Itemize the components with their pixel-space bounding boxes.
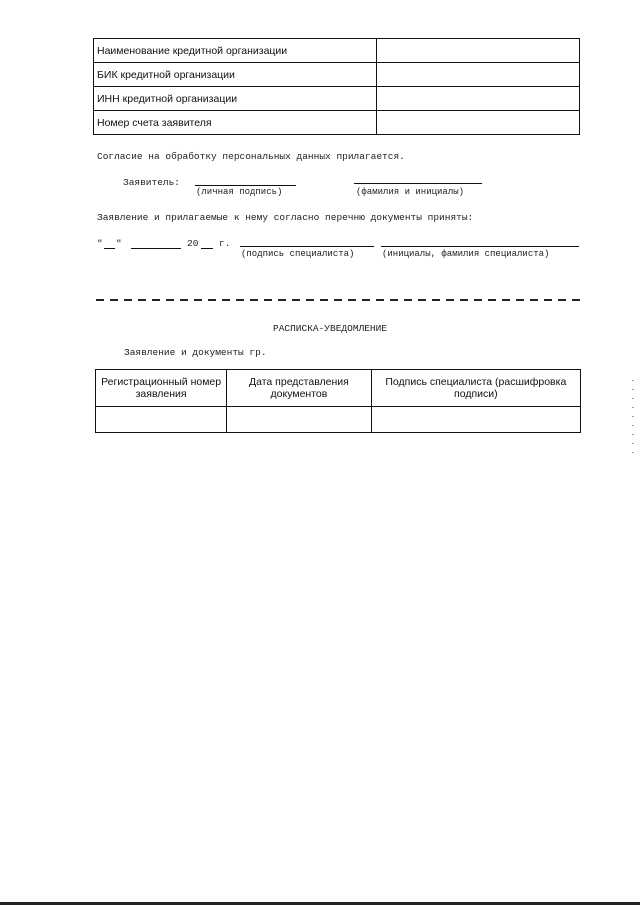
bank-name-value[interactable] <box>377 39 580 63</box>
table-row <box>94 87 580 111</box>
table-row <box>96 407 581 433</box>
date-close-quote: " <box>116 238 122 249</box>
submission-date-cell[interactable] <box>227 407 371 433</box>
applicant-label: Заявитель: <box>123 177 181 188</box>
consent-text: Согласие на обработку персональных данных прилагается. <box>97 151 405 162</box>
bik-value[interactable] <box>377 63 580 87</box>
receipt-intro: Заявление и документы гр. <box>124 347 267 358</box>
name-caption: (фамилия и инициалы) <box>356 187 465 197</box>
bank-name-label: Наименование кредитной организации <box>94 39 377 63</box>
signature-caption: (личная подпись) <box>196 187 283 197</box>
receipt-table <box>95 369 581 433</box>
bank-details-table <box>93 38 580 135</box>
year-suffix: г. <box>219 238 231 249</box>
specialist-signature-line[interactable] <box>240 246 374 247</box>
account-number-value[interactable] <box>377 111 580 135</box>
month-line[interactable] <box>131 248 181 249</box>
table-row <box>94 111 580 135</box>
year-line[interactable] <box>201 248 213 249</box>
inn-label: ИНН кредитной организации <box>94 87 377 111</box>
day-line[interactable] <box>104 248 115 249</box>
table-header-row <box>96 370 581 407</box>
cut-line-divider <box>96 299 581 301</box>
specialist-signature-header: Подпись специалиста (расшифровка подписи) <box>371 370 580 407</box>
specialist-signature-caption: (подпись специалиста) <box>241 249 355 259</box>
applicant-name-line[interactable] <box>354 183 482 184</box>
registration-number-header: Регистрационный номер заявления <box>96 370 227 407</box>
table-row <box>94 39 580 63</box>
registration-number-cell[interactable] <box>96 407 227 433</box>
specialist-name-caption: (инициалы, фамилия специалиста) <box>382 249 550 259</box>
submission-date-header: Дата представления документов <box>227 370 371 407</box>
scan-edge-marks <box>632 380 634 460</box>
table-row <box>94 63 580 87</box>
date-open-quote: " <box>97 238 103 249</box>
accepted-text: Заявление и прилагаемые к нему согласно перечню документы приняты: <box>97 212 474 223</box>
receipt-title: РАСПИСКА-УВЕДОМЛЕНИЕ <box>273 323 388 334</box>
bik-label: БИК кредитной организации <box>94 63 377 87</box>
applicant-signature-line[interactable] <box>195 185 296 186</box>
inn-value[interactable] <box>377 87 580 111</box>
year-prefix: 20 <box>187 238 199 249</box>
specialist-signature-cell[interactable] <box>371 407 580 433</box>
account-number-label: Номер счета заявителя <box>94 111 377 135</box>
specialist-name-line[interactable] <box>381 246 579 247</box>
